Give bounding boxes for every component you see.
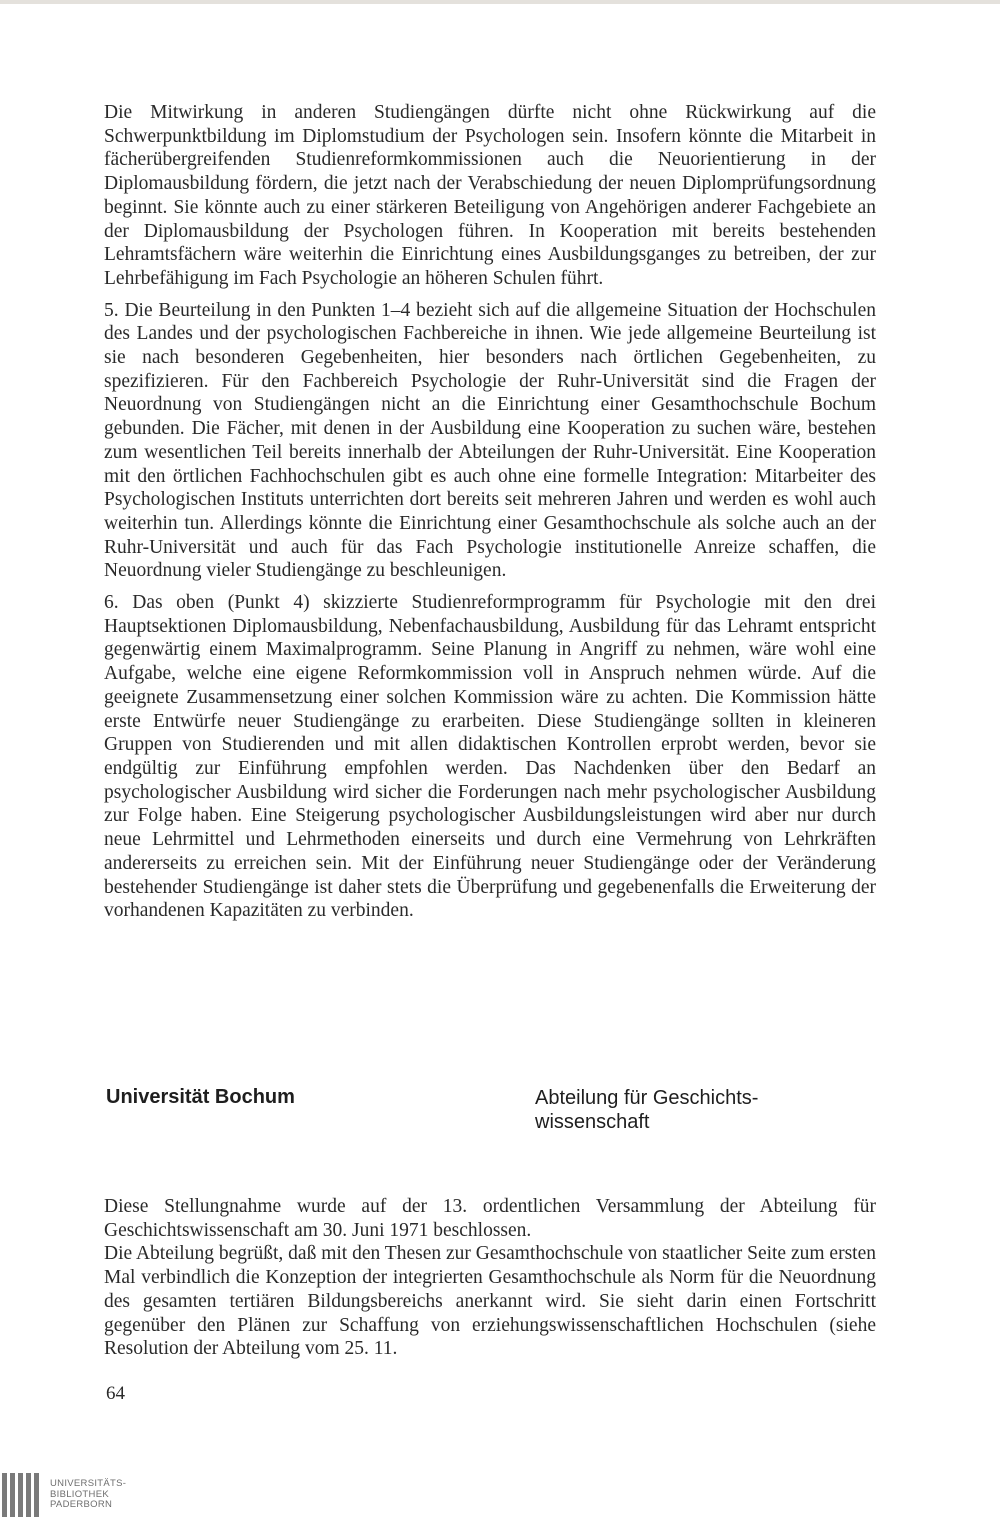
paragraph-abteilung-begruesst: Die Abteilung begrüßt, daß mit den Thesen zur Gesamthochschule von staatlicher Seite zum ersten Mal verbindlich die Konzeption der integrierten Gesamthochschule als Norm für die Neuordnung des gesamten tertiären Bildungsbereichs anerkannt wird. Sie sieht darin einen Fortschritt gegenüber den Plänen zur Schaffung von erziehungswissenschaftlichen Hochschulen (siehe Resolution der Abteilung vom 25. 11. [104, 1243, 876, 1360]
logo-line-1: UNIVERSITÄTS- [50, 1478, 127, 1490]
department-heading-line-1: Abteilung für Geschichts- [535, 1087, 759, 1109]
library-logo-bars-icon [0, 1473, 44, 1517]
logo-line-3: PADERBORN [50, 1499, 113, 1511]
department-heading-line-2: wissenschaft [535, 1111, 650, 1133]
section-heading-department [535, 1086, 835, 1134]
logo-line-2: BIBLIOTHEK [50, 1488, 109, 1500]
paragraph-point-6: 6. Das oben (Punkt 4) skizzierte Studienreformprogramm für Psychologie mit den drei Hauptsektionen Diplomausbildung, Nebenfachausbildung, Ausbildung für das Lehramt entspricht gegenwärtig einem Maximalprogramm. Seine Planung in Angriff zu nehmen, wäre wohl eine Aufgabe, welche eine eigene Reformkommission voll in Anspruch nehmen würde. Auf die geeignete Zusammensetzung einer solchen Kommission wäre zu achten. Die Kommission hätte erste Entwürfe neuer Studiengänge zu erarbeiten. Diese Studiengänge sollten in kleineren Gruppen von Studierenden und mit allen didaktischen Kontrollen erprobt werden, bevor sie endgültig zur Einführung empfohlen werden. Das Nachdenken über den Bedarf an psychologischer Ausbildung wird sicher die Forderungen nach mehr psychologischer Ausbildung zur Folge haben. Eine Steigerung psychologischer Ausbildungsleistungen wird aber nur durch neue Lehrmittel und Lehrmethoden einerseits und durch eine Vermehrung von Lehrkräften andererseits zu erreichen sein. Mit der Einführung neuer Studiengänge oder der Veränderung bestehender Studiengänge ist daher stets die Überprüfung und gegebenenfalls die Erweiterung der vorhandenen Kapazitäten zu verbinden. [104, 592, 876, 922]
library-logo [0, 1473, 160, 1517]
library-logo-text [50, 1479, 126, 1511]
page-number: 64 [106, 1383, 125, 1404]
paragraph-point-5: 5. Die Beurteilung in den Punkten 1–4 bezieht sich auf die allgemeine Situation der Hochschulen des Landes und der psychologischen Fachbereiche in ihnen. Wie jede allgemeine Beurteilung ist sie nach besonderen Gegebenheiten, hier besonders nach örtlichen Gegebenheiten, zu spezifizieren. Für den Fachbereich Psychologie der Ruhr-Universität sind die Fragen der Neuordnung von Studiengängen nicht an die Einrichtung einer Gesamthochschule Bochum gebunden. Die Fächer, mit denen in der Ausbildung eine Kooperation zu suchen wäre, bestehen zum wesentlichen Teil bereits innerhalb der Abteilungen der Ruhr-Universität. Eine Kooperation mit den örtlichen Fachhochschulen gibt es auch ohne eine formelle Integration: Mitarbeiter des Psychologischen Instituts unterrichten dort bereits seit mehreren Jahren und werden es wohl auch weiterhin tun. Allerdings könnte die Einrichtung einer Gesamthochschule als solche auch an der Ruhr-Universität und auch für das Fach Psychologie institutionelle Anreize schaffen, die Neuordnung vieler Studiengänge zu beschleunigen. [104, 299, 876, 582]
paragraph-stellungnahme: Diese Stellungnahme wurde auf der 13. ordentlichen Versammlung der Abteilung für Geschichtswissenschaft am 30. Juni 1971 beschlossen. [104, 1196, 876, 1241]
paragraph-rueckwirkung: Die Mitwirkung in anderen Studiengängen dürfte nicht ohne Rückwirkung auf die Schwerpunktbildung im Diplomstudium der Psychologen sein. Insofern könnte die Mitarbeit in fächerübergreifenden Studienreformkommissionen auch die Neuorientierung in der Diplomausbildung fördern, die jetzt nach der Verabschiedung der neuen Diplomprüfungsordnung beginnt. Sie könnte auch zu einer stärkeren Beteiligung von Angehörigen anderer Fachgebiete an der Diplomausbildung der Psychologen führen. In Kooperation mit bereits bestehenden Lehramtsfächern wäre weiterhin die Einrichtung eines Ausbildungsganges zu betreiben, der zur Lehrbefähigung im Fach Psychologie an höheren Schulen führt. [104, 102, 876, 289]
scan-top-edge [0, 0, 1000, 4]
top-text-block [104, 101, 876, 931]
section-heading-university: Universität Bochum [106, 1086, 295, 1108]
bottom-text-block [104, 1195, 876, 1369]
